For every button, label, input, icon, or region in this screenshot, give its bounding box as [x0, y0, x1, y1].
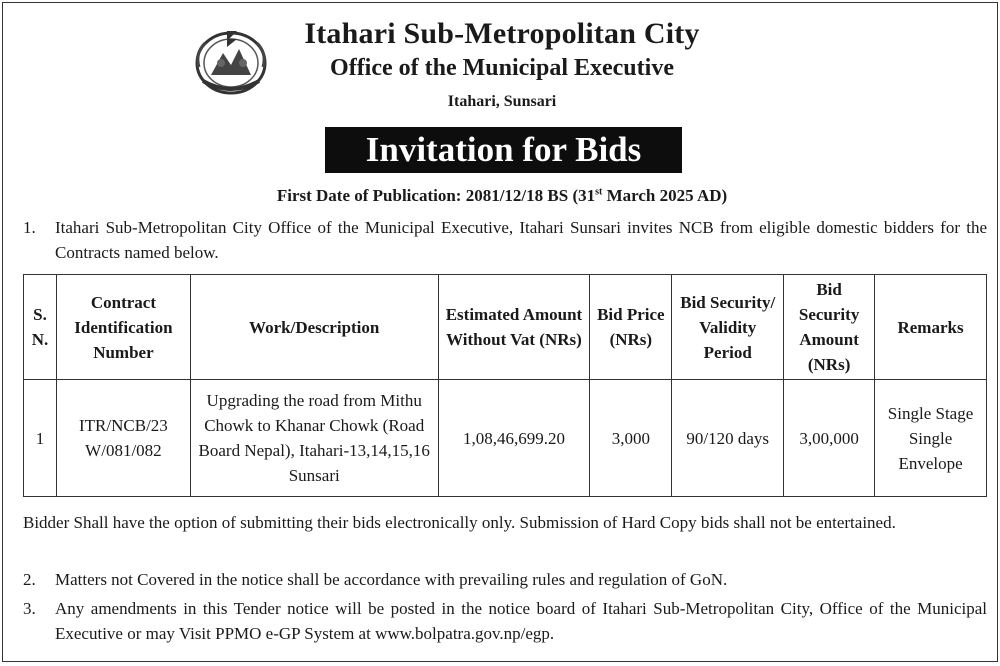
paragraph-1-number: 1. [23, 218, 36, 237]
city-title: Itahari Sub-Metropolitan City [304, 17, 700, 50]
bids-table [23, 274, 987, 497]
cell-security: 3,00,000 [784, 380, 875, 497]
cell-work: Upgrading the road from Mithu Chowk to Khanar Chowk (Road Board Nepal), Itahari-13,14,15,16 Sunsari [190, 380, 438, 497]
header-sn: S. N. [24, 275, 57, 380]
paragraph-3-text: Any amendments in this Tender notice will be posted in the notice board of Itahari Sub-Metropolitan City, Office of the Municipal Executive or may Visit PPMO e-GP System at www.bolpatra.gov.np/egp. [55, 599, 987, 643]
cell-bid-price: 3,000 [590, 380, 672, 497]
header-validity: Bid Security/ Validity Period [672, 275, 784, 380]
header-work: Work/Description [190, 275, 438, 380]
tender-notice [2, 2, 998, 662]
cell-validity: 90/120 days [672, 380, 784, 497]
header-estimate: Estimated Amount Without Vat (NRs) [438, 275, 590, 380]
table-header-row [24, 275, 987, 380]
cell-sn: 1 [24, 380, 57, 497]
publication-date-prefix: First Date of Publication: 2081/12/18 BS (31 [276, 186, 596, 205]
publication-date-suffix: March 2025 AD) [602, 186, 728, 205]
electronic-submission-note: Bidder Shall have the option of submitting their bids electronically only. Submission of Hard Copy bids shall not be entertained. [23, 513, 896, 532]
table-row [24, 380, 987, 497]
header-security: Bid Security Amount (NRs) [784, 275, 875, 380]
header-contract-id: Contract Identification Number [56, 275, 190, 380]
cell-estimate: 1,08,46,699.20 [438, 380, 590, 497]
publication-date-sup: st [595, 186, 603, 198]
paragraph-2-number: 2. [23, 570, 36, 589]
paragraph-1-text: Itahari Sub-Metropolitan City Office of the Municipal Executive, Itahari Sunsari invites NCB from eligible domestic bidders for the Contracts named below. [55, 218, 987, 262]
cell-remarks: Single Stage Single Envelope [875, 380, 987, 497]
publication-date [3, 186, 997, 206]
location-title: Itahari, Sunsari [447, 93, 557, 110]
header-remarks: Remarks [875, 275, 987, 380]
paragraph-3-number: 3. [23, 599, 36, 618]
office-title: Office of the Municipal Executive [330, 55, 674, 81]
header-bid-price: Bid Price (NRs) [590, 275, 672, 380]
cell-contract-id: ITR/NCB/23 W/081/082 [56, 380, 190, 497]
notice-banner: Invitation for Bids [325, 127, 682, 173]
paragraph-2-text: Matters not Covered in the notice shall be accordance with prevailing rules and regulation of GoN. [55, 570, 728, 589]
